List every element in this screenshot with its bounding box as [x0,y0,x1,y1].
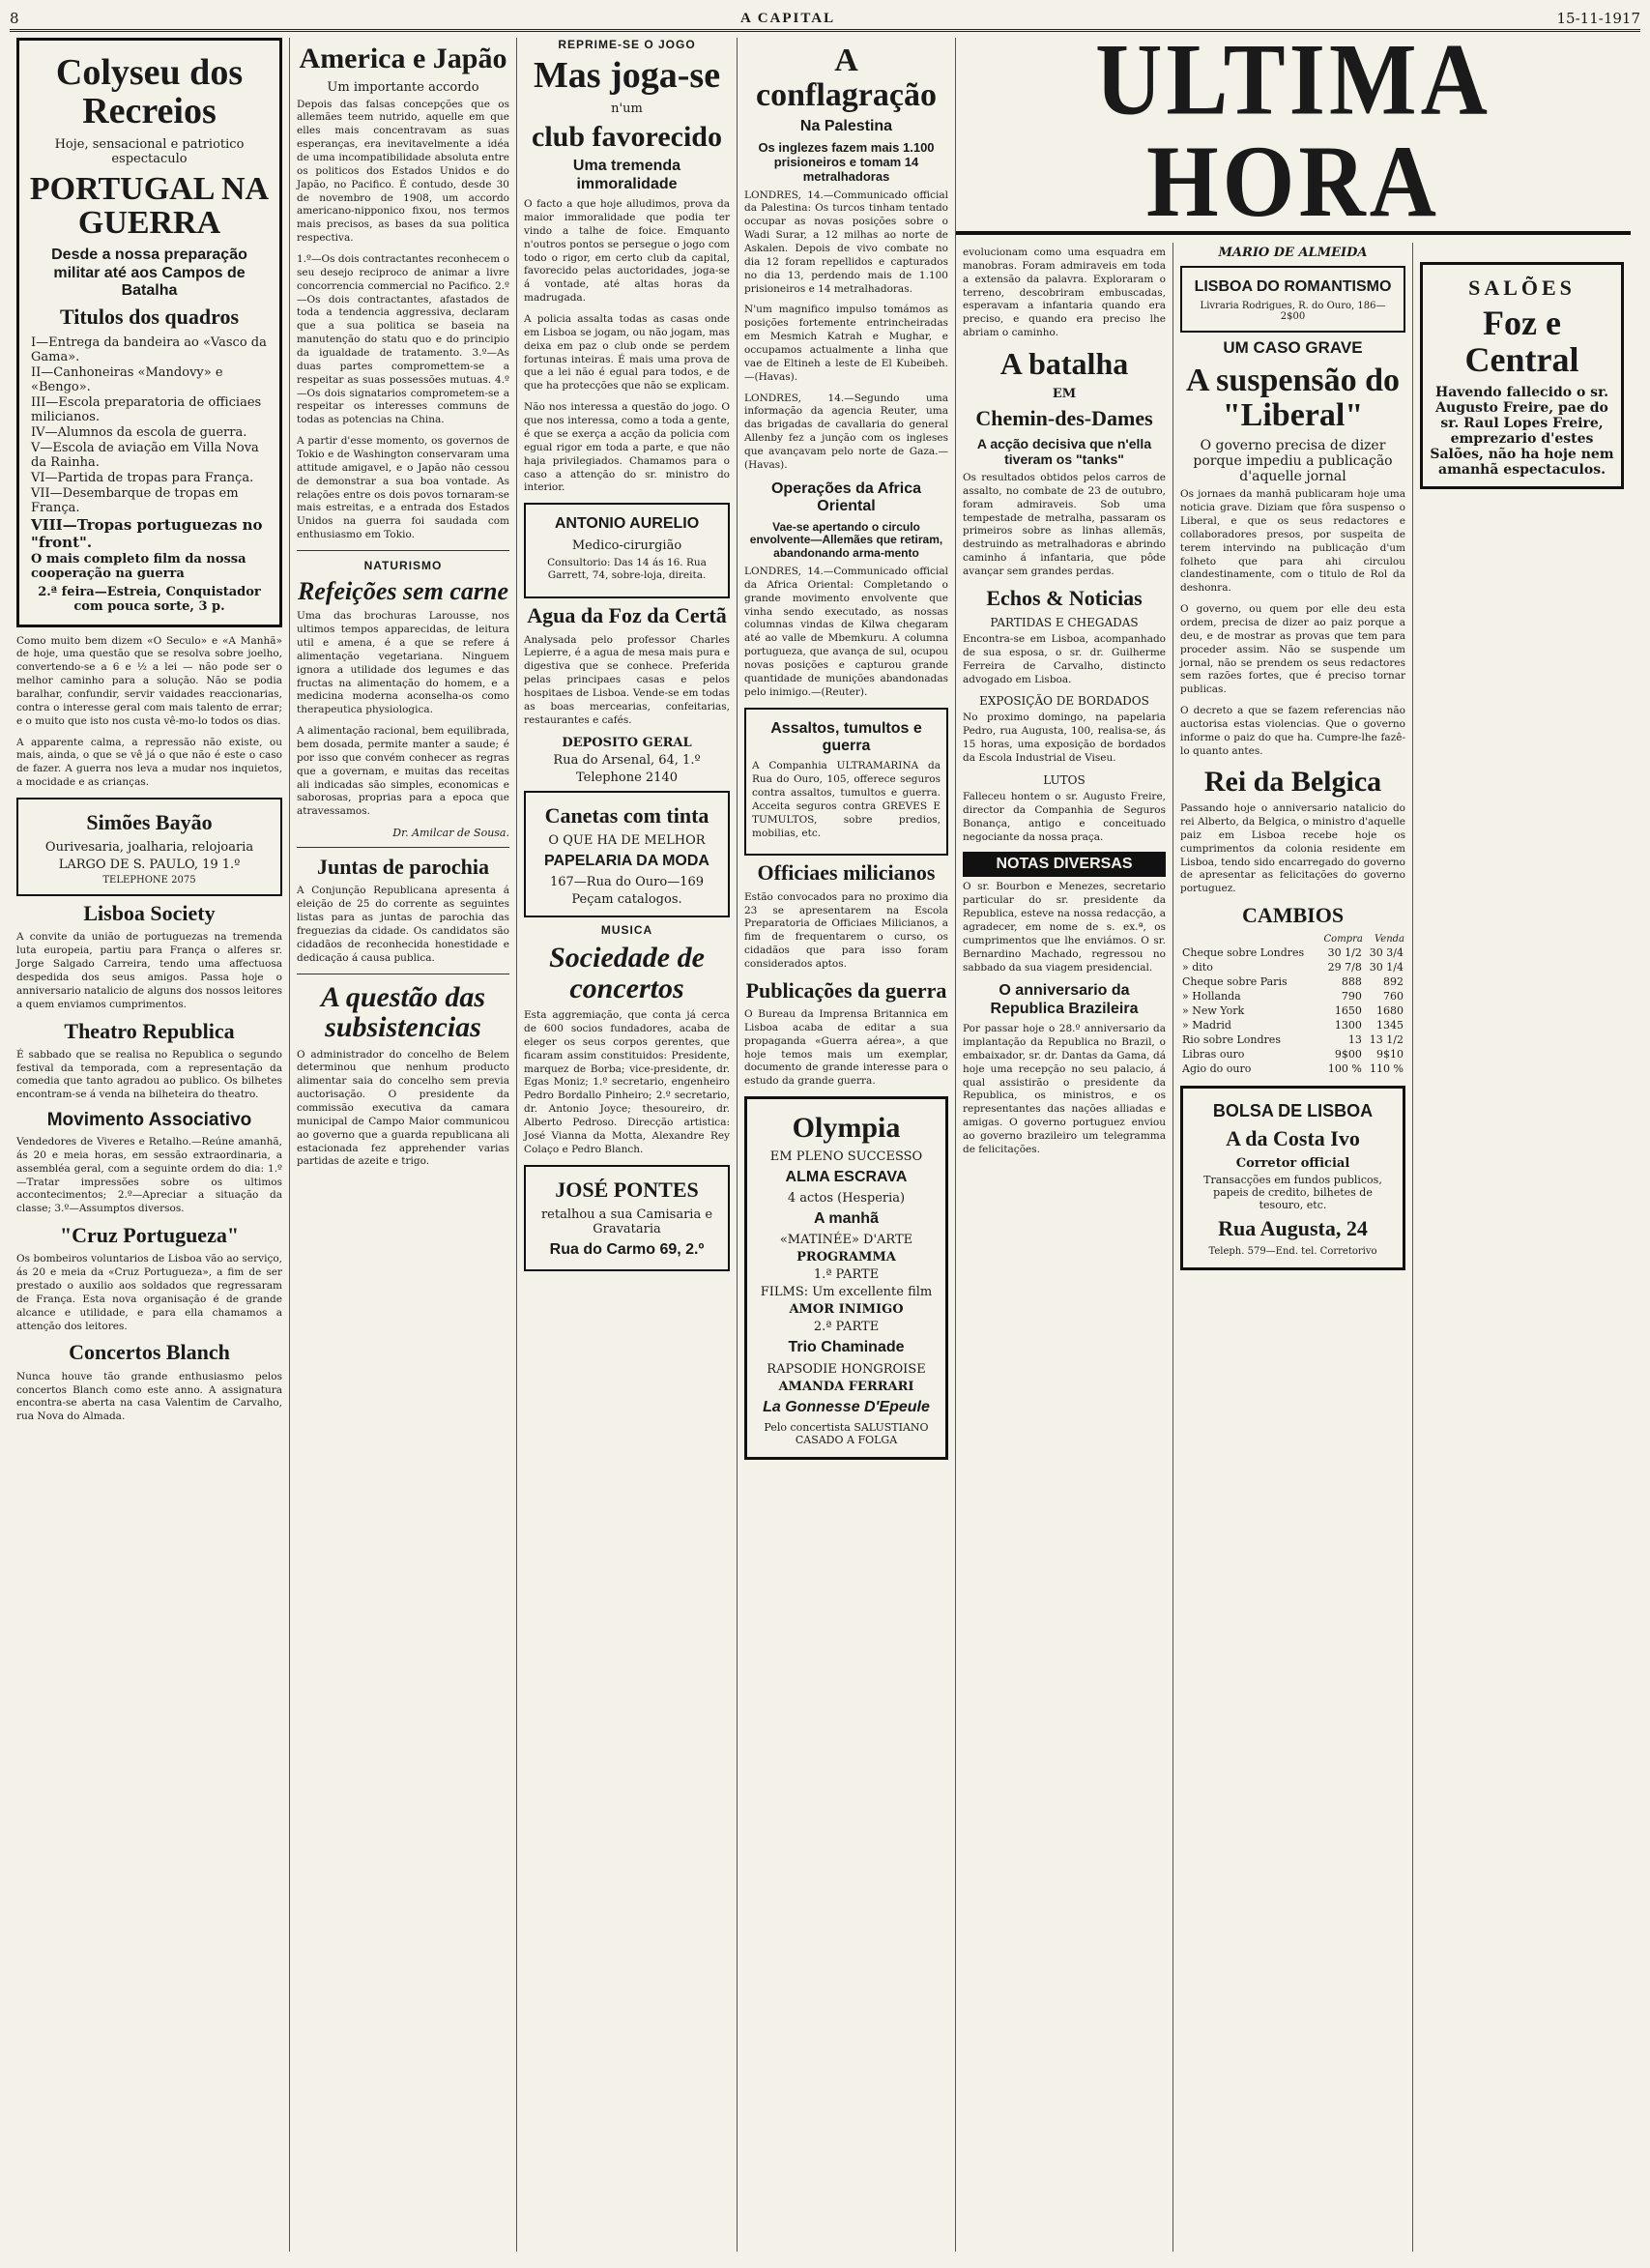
column-6 [1173,243,1413,2252]
table-row: » New York 1650 1680 [1182,1004,1404,1018]
simoes-sub: Ourivesaria, joalharia, relojoaria [44,840,254,856]
table-row: Rio sobre Londres 13 13 1/2 [1182,1033,1404,1047]
bolsa-sub: Corretor official [1235,1156,1350,1172]
list-item: V—Escola de aviação em Villa Nova da Rainha. [31,440,259,470]
theatro-title: Theatro Republica [64,1018,235,1043]
olympia-note: 4 actos (Hesperia) [787,1191,906,1207]
ecos-title: Echos & Noticias [986,585,1143,610]
agua-depot: DEPOSITO GERAL [562,735,692,750]
article-paragraph: Estão convocados para no proximo dia 23 se apresentarem na Escola Preparatoria de Officiaes Milicianos, a fim de frequentarem o curso, os cidadãos que para isso foram considerados aptos. [744,890,948,970]
concertos-title: Concertos Blanch [69,1340,230,1365]
olympia-ad [744,1096,948,1460]
colyseu-footer: 2.ª feira—Estreia, Conquistador com pouca sorte, 3 p. [38,584,261,614]
bolsa-addr: Rua Augusta, 24 [1218,1216,1368,1241]
olympia-programme: PROGRAMMA [796,1250,896,1265]
olympia-footer: Pelo concertista SALUSTIANO CASADO A FOLGA [764,1421,929,1447]
article-paragraph: Falleceu hontem o sr. Augusto Freire, director da Companhia de Seguros Bonança, antigo e conceituado negociante da nossa praça. [963,790,1166,843]
issue-date: 15-11-1917 [1556,10,1640,27]
article-paragraph: N'um magnifico impulso tomámos as posições fortemente entrincheiradas em Mesmich Katrah e Mughar, e occupamos actualmente a linha que vae de Eltineh a leste de El Kubeibeh.—(Havas). [744,304,948,383]
list-item: La Gonnesse D'Epeule [763,1398,930,1415]
saloes-name: Foz e Central [1464,304,1579,379]
table-row: » Hollanda 790 760 [1182,990,1404,1003]
list-item: VIII—Tropas portuguezas no "front". [31,515,263,551]
aurelio-text: Consultorio: Das 14 ás 16. Rua Garrett, 74, sobre-loja, direita. [547,556,707,582]
bolsa-desc: Transacções em fundos publicos, papeis de credito, bilhetes de tesouro, etc. [1203,1174,1382,1212]
article-paragraph: A alimentação racional, bem equilibrada, bem dosada, permite manter a saude; é por isso que convém conhecer as regras que a governam, e muitas das receitas ali indicadas são simples, economicas e saborosas, proprias para a epoca que atravessamos. [297,725,509,818]
batalha-place: Chemin-des-Dames [975,405,1153,430]
ultima-hora-title: ULTIMA HORA [1095,21,1491,239]
article-paragraph: LONDRES, 14.—Communicado official da Palestina: Os turcos tinham tentado occupar as novas posições sobre o Wadi Surar, a 12 milhas ao norte de Askalen. Depois de vivo combate no dia 12 foram repellidos e capturados no dia 13, perdendo mais de 1.100 prisioneiros e 14 metralhadoras. [744,189,948,295]
conf-deck: Os inglezes fazem mais 1.100 prisioneiros e tomam 14 metralhadoras [758,139,935,184]
pontes-ad [524,1165,730,1272]
batalha-title: A batalha [999,346,1129,382]
canetas-addr: 167—Rua do Ouro—169 [549,875,705,890]
page-number: 8 [10,10,19,27]
bolsa-ad [1180,1086,1405,1270]
column-2 [290,38,517,2252]
mas-title2: club favorecido [532,120,722,153]
article-paragraph: A policia assalta todas as casas onde em Lisboa se jogam, ou não jogam, mas deixa em paz o club onde se perdem fortunas inteiras. É mais uma prova de que a lei não é egual para todos, e de que ha protecções que não se explicam. [524,313,730,393]
article-paragraph: Vendedores de Viveres e Retalho.—Reúne amanhã, ás 20 e meia horas, em sessão extraordinaria, a assembléa geral, com a seguinte ordem do dia: 1.º—Tratar impressões sobre os ultimos accontecimentos; 2.º—Apreciar a situação da classe; 3.º—Assumptos diversos. [16,1135,282,1215]
right-columns [956,243,1631,2252]
canetas-sub: O QUE HA DE MELHOR [548,832,706,848]
conf-title: A conflagração [756,43,937,113]
table-row: Cheque sobre Londres 30 1/2 30 3/4 [1182,946,1404,960]
article-paragraph: O administrador do concelho de Belem determinou que nenhum producto alimentar saia do concelho sem previa auctorisação. O presidente da commissão executiva da camara municipal de Campo Maior communicou ao governo que a guarda republicana ali estacionada fez apprehender varias partidas de azeite e trigo. [297,1048,509,1168]
officiaes-title: Officiaes milicianos [757,860,936,886]
ecos-partidas: PARTIDAS E CHEGADAS [990,616,1139,630]
musica-title: Sociedade de concertos [549,942,705,1004]
article-paragraph: LONDRES, 14.—Segundo uma informação da agencia Reuter, uma das brigadas de cavallaria do general Allenby fez a junção com os ingleses que avançavam pelo norte de Gaza.—(Havas). [744,392,948,471]
article-paragraph: Não nos interessa a questão do jogo. O que nos interessa, como a toda a gente, é que se exerça a acção da policia com egual rigor em toda a parte, e que não haja privilegiados. Chamamos para o caso a attenção do sr. ministro do interior. [524,401,730,494]
lisboa-society-title: Lisboa Society [83,901,216,926]
pontes-addr: Rua do Carmo 69, 2.º [549,1240,705,1258]
naturismo-kicker: NATURISMO [363,559,443,572]
naturismo-title: Refeições sem carne [297,577,509,605]
saloes-ad [1420,262,1624,489]
ecos-expo: EXPOSIÇÃO DE BORDADOS [979,694,1149,709]
suspensao-title: A suspensão do "Liberal" [1185,362,1401,433]
table-row: » dito 29 7/8 30 1/4 [1182,961,1404,974]
column-5 [956,243,1173,2252]
colyseu-show: PORTUGAL NA GUERRA [29,170,270,242]
article-paragraph: A apparente calma, a repressão não existe, ou mais, ainda, o que se vê já o que não é este o caso de fazer. A guerra nos leva a mudar nos inquietos, a mocidade e as crianças. [16,736,282,789]
article-paragraph: O Bureau da Imprensa Britannica em Lisboa acaba de editar a sua propaganda «Guerra aérea», a que hoje temos mais um exemplar, documento de grande interesse para o estudo da grande guerra. [744,1008,948,1088]
article-paragraph: Passando hoje o anniversario natalicio do rei Alberto, da Belgica, o ministro d'aquelle paiz em Lisboa recebe hoje os cumprimentos da colonia residente em Lisboa, tendo sido encarregado do governo de apresentar as felicitações do governo portuguez. [1180,802,1405,895]
column-4 [738,38,956,2252]
article-paragraph: O governo, ou quem por elle deu esta ordem, precisa de dizer ao paiz porque a deu, e de mostrar as provas que tem para proceder assim. Não se suspende um jornal, não se prendem os seus redactores sem razões fortes, que é preciso tornar publicas. [1180,603,1405,696]
article-paragraph: evolucionam como uma esquadra em manobras. Foram admiraveis em toda a extensão da palavra. Exploraram o terreno, descobriram embuscadas, esperavam a infantaria quando era preciso, e quando era preciso lhe abriam o caminho. [963,247,1166,339]
bolsa-tel: Teleph. 579—End. tel. Corretorivo [1208,1246,1377,1258]
article-paragraph: Nunca houve tão grande enthusiasmo pelos concertos Blanch como este anno. A assignatura encontra-se aberta na casa Valentim de Carvalho, rua Nova do Almada. [16,1370,282,1423]
colyseu-desc: Desde a nossa preparação militar até aos Campos de Batalha [51,247,247,299]
lisboa-romantismo-title: LISBOA DO ROMANTISMO [1194,278,1392,295]
america-title: America e Japão [299,43,507,74]
aurelio-title: ANTONIO AURELIO [554,515,700,533]
article-paragraph: Depois das falsas concepções que os allemães teem nutrido, aquelle em que elles mais concentravam as suas esperanças, era inevitavelmente a idéa de uma incompatibilidade absoluta entre os politicos dos Estados Unidos e do Japão, no Pacifico. É contudo, desde 30 de novembro de 1908, um accordo americano-nipponico fixou, nos termos mais precisos, as bases da sua politica respectiva. [297,98,509,245]
article-paragraph: Encontra-se em Lisboa, acompanhado de sua esposa, o sr. dr. Guilherme Ferreira de Carvalho, distincto advogado em Lisboa. [963,633,1166,685]
list-item: I—Entrega da bandeira ao «Vasco da Gama». [31,334,267,364]
conf-sub: Na Palestina [799,118,893,135]
list-item: FILMS: Um excellente film [760,1285,933,1300]
list-item: AMANDA FERRARI [778,1379,914,1394]
table-header: Compra Venda [1323,934,1404,945]
juntas-title: Juntas de parochia [316,855,490,880]
table-row: » Madrid 1300 1345 [1182,1019,1404,1032]
mas-title: Mas joga-se [533,55,721,96]
article-paragraph: Uma das brochuras Larousse, nos ultimos tempos apparecidas, de leitura util e amena, é a que se refere á alimentação vegetariana. Ninguem ignora a utilidade dos legumes e das fructas na alimentação do homem, e a medicina moderna aconselha-os como therapeutica physiologica. [297,610,509,716]
colyseu-ad [16,38,282,627]
aurelio-sub: Medico-cirurgião [571,538,682,553]
bolsa-firm: A da Costa Ivo [1226,1126,1360,1151]
movimento-title: Movimento Associativo [46,1110,252,1131]
rei-title: Rei da Belgica [1203,765,1382,798]
olympia-film: ALMA ESCRAVA [785,1168,908,1185]
pontes-sub: retalhou a sua Camisaria e Gravataria [540,1207,713,1236]
assaltos-title: Assaltos, tumultos e guerra [770,719,922,754]
column-3 [517,38,738,2252]
article-paragraph: Os jornaes da manhã publicaram hoje uma noticia grave. Diziam que fôra suspenso o Liberal, e que os seus redactores e collaboradores presos, por suspeita de terem intervindo na publicação d'um folheto que para ahi circulou clandestinamente, com o titulo de Rol da deshonra. [1180,488,1405,595]
mas-sub: Uma tremenda immoralidade [572,158,681,192]
list-item: VI—Partida de tropas para França. [31,470,254,485]
operacoes-title: Operações da Africa Oriental [770,480,922,515]
olympia-matinee: «MATINÉE» D'ARTE [779,1233,913,1248]
article-paragraph: No proximo domingo, na papelaria Pedro, rua Augusta, 100, realisa-se, ás 15 horas, uma exposição de bordados da Escola Industrial de Viseu. [963,712,1166,765]
agua-addr: Rua do Arsenal, 64, 1.º [553,752,701,768]
simoes-addr: LARGO DE S. PAULO, 19 1.º [58,858,241,873]
article-paragraph: 1.º—Os dois contractantes reconhecem o seu desejo reciproco de animar a livre concorrencia commercial no Pacifico. 2.º—Os dois contractantes, afastados de toda a tendencia aggressiva, declaram que a sua politica se baseia na manutenção do statu quo e do principio da igualdade de tratamento. 3.º—As duas partes compromettem-se a respeitar as suas possessões mutuas. 4.º—Os dois signatarios comprometem-se a respeitar os interesses communs de todas as potencias na China. [297,252,509,426]
cruz-title: "Cruz Portugueza" [59,1223,240,1248]
assaltos-text: A Companhia ULTRAMARINA da Rua do Ouro, 105, offerece seguros contra assaltos, tumultos e guerra. Acceita seguros contra GREVES E TUMULTOS, sobre predios, mobilias, etc. [752,760,941,839]
anniv-title: O anniversario da Republica Brazileira [990,982,1139,1017]
article-paragraph: O decreto a que se fazem referencias não auctorisa estas violencias. Que o governo informe o paiz do que ha. Cumpre-lhe fazê-lo quanto antes. [1180,705,1405,757]
bolsa-title: BOLSA DE LISBOA [1212,1101,1374,1121]
questao-title: A questão das subsistencias [320,980,486,1044]
list-item: VII—Desembarque de tropas em França. [31,485,239,515]
lisboa-romantismo-ad [1180,266,1405,333]
article-paragraph: A convite da união de portuguezas na tremenda luta europeia, partiu para França o alferes sr. Jorge Salgado Carreira, tendo uma affectuosa despedida dos seus amigos. Passa hoje o anniversario natalicio de alguns dos nossos leitores a quem enviamos cumprimentos. [16,931,282,1010]
agua-tel: Telephone 2140 [575,770,678,785]
column-7 [1413,243,1631,2252]
colyseu-subhead: Titulos dos quadros [59,305,240,330]
column-1 [10,38,290,2252]
article-paragraph: A partir d'esse momento, os governos de Tokio e de Washington conservaram uma attitude amigavel, e o Japão não cessou de demonstrar a sua boa vontade. As relações entre os dois povos tornaram-se mais estreitas, e a entrada dos Estados Unidos na guerra foi saudada com enthusiasmo em Tokio. [297,435,509,541]
newspaper-title: A CAPITAL [739,10,836,26]
saloes-title: SALÕES [1468,276,1576,300]
suspensao-deck: O governo precisa de dizer porque impediu a publicação d'aquelle jornal [1193,438,1393,485]
saloes-text: Havendo fallecido o sr. Augusto Freire, pae do sr. Raul Lopes Freire, emprezario d'estes Salões, não ha hoje nem amanhã espectaculos. [1430,384,1614,478]
canetas-note: Peçam catalogos. [571,892,682,908]
simoes-tel: TELEPHONE 2075 [102,875,196,887]
article-paragraph: O facto a que hoje alludimos, prova da maior immoralidade que podia ter vindo a talhe de foice. Emquanto n'outros pontos se persegue o jogo com todo o rigor, em certo club da capital, favorecido pelas auctoridades, joga-se á vontade, até altas horas da madrugada. [524,198,730,305]
list-item: 2.ª PARTE [813,1320,880,1335]
list-item: AMOR INIMIGO [789,1302,904,1318]
article-paragraph: A Conjunção Republicana apresenta á eleição de 25 do corrente as seguintes listas para as juntas de parochia das freguezias da cidade. Os candidatos são cidadãos de reconhecida honestidade e dedicação á causa publica. [297,885,509,964]
ultima-hora-banner [956,21,1631,239]
batalha-em: EM [1052,386,1077,401]
columns [10,21,1640,2252]
olympia-title: Olympia [792,1112,901,1145]
list-item: RAPSODIE HONGROISE [767,1361,926,1377]
notas-title: NOTAS DIVERSAS [963,852,1166,877]
list-item: II—Canhoneiras «Mandovy» e «Bengo». [31,364,223,394]
simoes-title: Simões Bayão [86,809,213,834]
canetas-ad [524,791,730,918]
publicacoes-title: Publicações da guerra [745,977,947,1003]
article-paragraph: Esta aggremiação, que conta já cerca de 600 socios fundadores, acaba de eleger os seus corpos gerentes, que ficaram assim constituidos: Presidente, marquez de Borba; vice-presidente, dr. Egas Moniz; 1.º secretario, engenheiro Pedro Bordallo Pinheiro; 2.º secretario, dr. Antonio Joyce; thesoureiro, dr. Alberto Pedroso. Direcção artistica: José Vianna da Motta, Alexandre Rey Colaço e Pedro Blanch. [524,1009,730,1155]
colyseu-line: Hoje, sensacional e patriotico espectaculo [54,136,245,166]
right-block [956,21,1631,2252]
cambios-table [1180,933,1405,1076]
batalha-deck: A acção decisiva que n'ella tiveram os "tanks" [976,435,1152,467]
mas-kicker: REPRIME-SE O JOGO [558,38,696,51]
pontes-title: JOSÉ PONTES [555,1177,699,1202]
olympia-line: EM PLENO SUCCESSO [769,1149,923,1164]
table-row: Cheque sobre Paris 888 892 [1182,975,1404,989]
colyseu-items [27,335,272,581]
article-paragraph: LONDRES, 14.—Communicado official da Africa Oriental: Completando o grande movimento envolvente que vinha sendo executado, as nossas columnas vindas de Kilwa chegaram até ao valle de Mbemkuru. A columna portugueza, que avança de sul, ocupou novas posições e capturou grande quantidade de munições abandonadas pelo inimigo.—(Reuter). [744,565,948,698]
article-paragraph: Os resultados obtidos pelos carros de assalto, no combate de 23 de outubro, foram admiraveis. Sob uma tempestade de metralha, passaram os primeiros sobre as linhas allemãs, destruindo as metralhadoras e abrindo caminho á infantaria, que pôde avançar sem grandes perdas. [963,471,1166,577]
article-paragraph: Como muito bem dizem «O Seculo» e «A Manhã» de hoje, uma questão que se resolva sobre joelho, convertendo-se a 6 e ½ a lei — não pode ser o melhor caminho para a solução. Não se podia baralhar, confundir, servir vaidades reaccionarias, contra o interesse geral com mais talento de errar; e o muito que isto nos custa vê-mo-lo todos os dias. [16,634,282,727]
article-paragraph: É sabbado que se realisa no Republica o segundo festival da temporada, com a representação da comedia que tanto agradou ao publico. Os bilhetes encontram-se á venda na bilheteira do theatro. [16,1048,282,1101]
canetas-title: Canetas com tinta [544,802,709,828]
list-item: Trio Chaminade [788,1339,905,1356]
operacoes-deck: Vae-se apertando o circulo envolvente—Allemães que retiram, abandonando arma-mento [749,519,943,561]
assaltos-ad [744,708,948,857]
livraria-line: Livraria Rodrigues, R. do Ouro, 186—2$00 [1200,301,1386,323]
caso-title: UM CASO GRAVE [1223,338,1363,358]
mas-mid: n'um [611,101,643,116]
cambios-title: CAMBIOS [1241,903,1345,928]
list-item: III—Escola preparatoria de officiaes milicianos. [31,394,262,424]
aurelio-ad [524,503,730,598]
list-item: 1.ª PARTE [813,1267,880,1283]
article-paragraph: Os bombeiros voluntarios de Lisboa vão ao serviço, ás 20 e meia da «Cruz Portugueza», a fim de ser prestado o auxilio aos soldados que regressaram de França. Esta nova organisação é de grande alcance e utilidade, e para ella chamamos a attenção dos leitores. [16,1253,282,1332]
agua-title: Agua da Foz da Certã [527,603,727,628]
list-item: IV—Alumnos da escola de guerra. [31,424,247,440]
canetas-shop: PAPELARIA DA MODA [544,852,709,869]
table-row: Libras ouro 9$00 9$10 [1182,1048,1404,1061]
colyseu-title: Colyseu dos Recreios [55,52,244,131]
article-paragraph: Analysada pelo professor Charles Lepierre, é a agua de mesa mais pura e digestiva que se conhece. Preferida pelas principaes casas e pelos hospitaes de Lisboa. Vende-se em todas as boas mercearias, confeitarias, restaurantes e cafés. [524,633,730,726]
mario-name: MARIO DE ALMEIDA [1218,246,1368,260]
simoes-ad [16,798,282,896]
table-row: Agio do ouro 100 % 110 % [1182,1062,1404,1076]
olympia-manha: A manhã [814,1210,879,1228]
ecos-lutos: LUTOS [1043,772,1086,787]
musica-kicker: MUSICA [600,923,653,938]
america-sub: Um importante accordo [327,79,479,95]
article-signature: Dr. Amilcar de Sousa. [392,827,509,840]
article-paragraph: O sr. Bourbon e Menezes, secretario particular do sr. presidente da Republica, esteve na nossa redacção, a agradecer, em nome de s. ex.ª, os cumprimentos que lhe enviámos. O sr. Bernardino Machado, regressou no sabbado da sua viagem presidencial. [963,881,1166,974]
list-item: O mais completo film da nossa cooperação na guerra [31,551,246,581]
article-paragraph: Por passar hoje o 28.º anniversario da implantação da Republica no Brazil, o embaixador, sr. dr. Dantas da Gama, dá hoje uma recepção no seu palacio, á qual assistirão o presidente da Republica, os ministros, e os representantes das nações alliadas e amigas. O governo portuguez enviou ao governo brazileiro um telegramma de felicitações. [963,1023,1166,1155]
